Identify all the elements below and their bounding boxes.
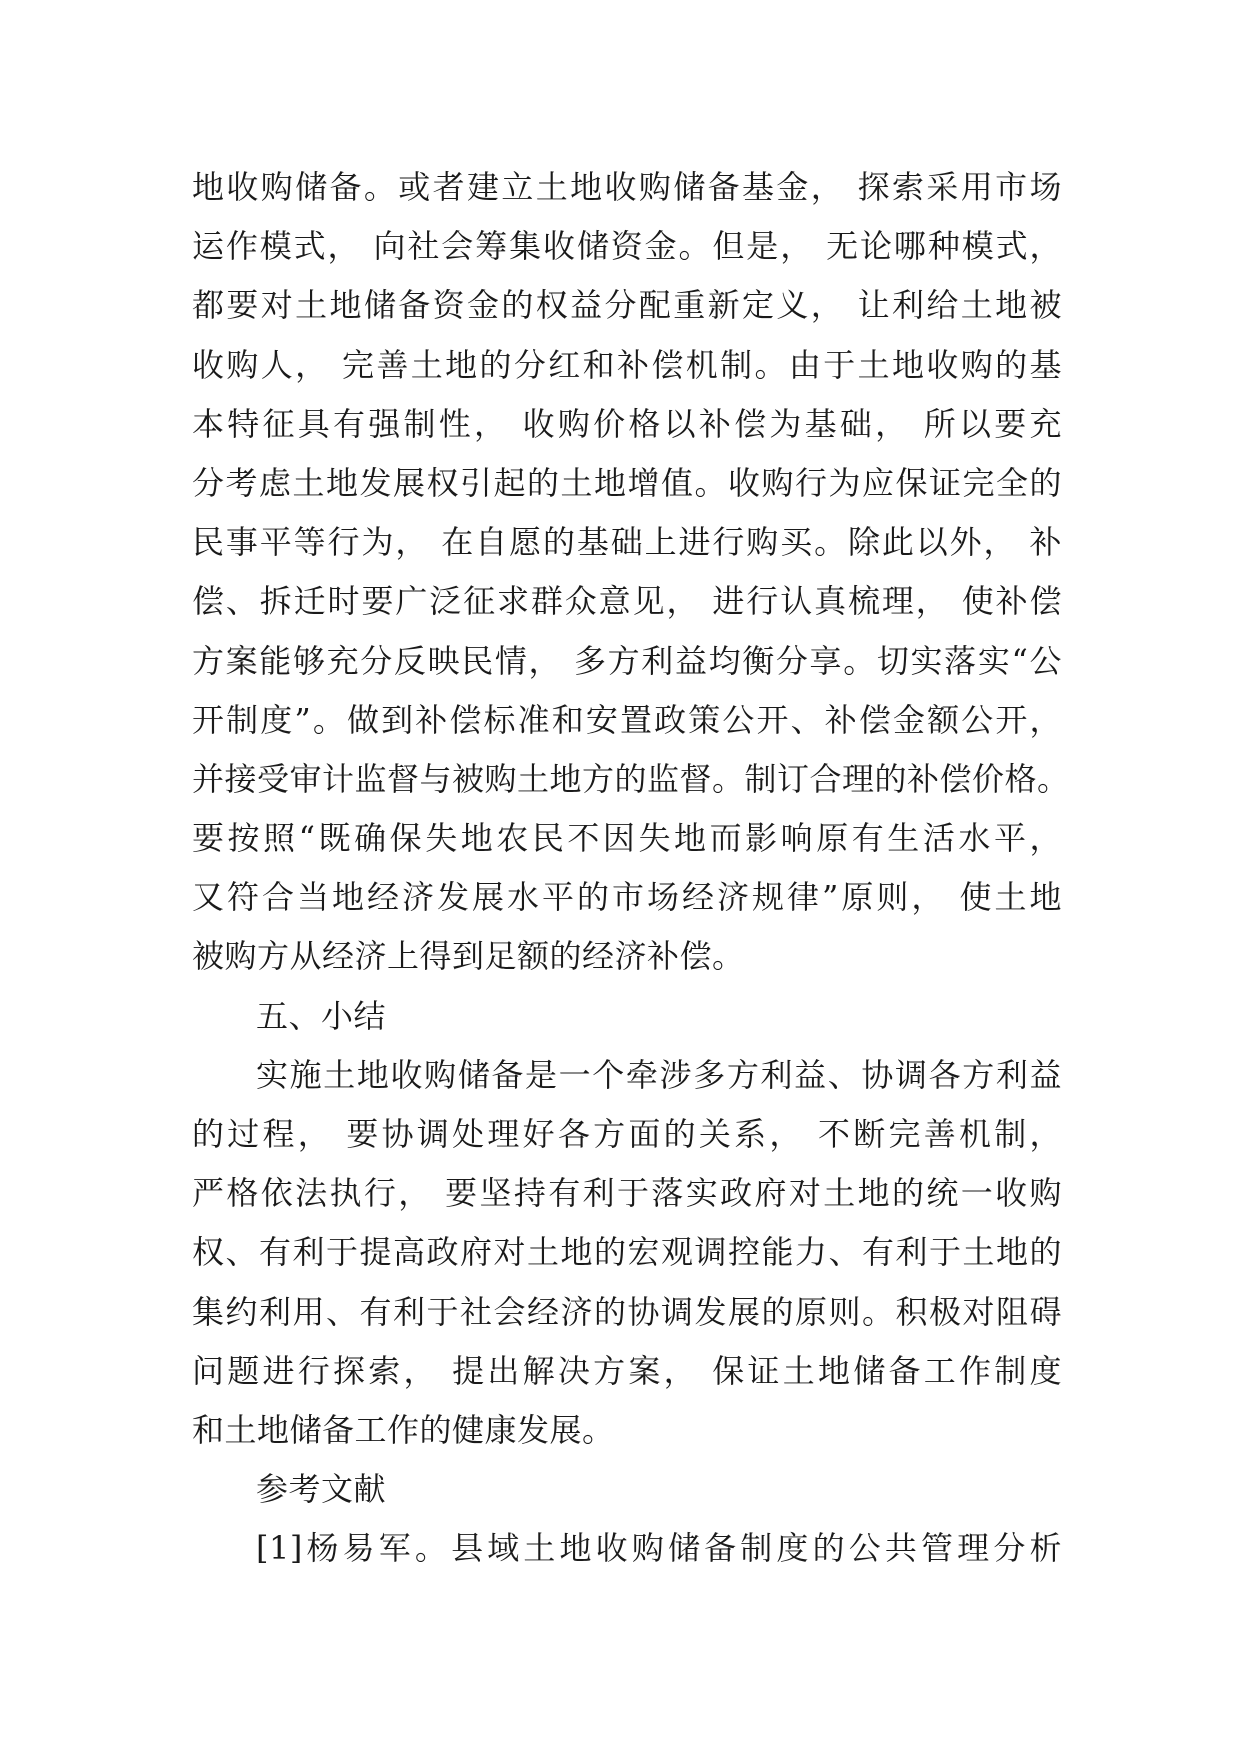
text-line: 要按照“既确保失地农民不因失地而影响原有生活水平， (192, 819, 1062, 858)
text-line: 问题进行探索， 提出解决方案， 保证土地储备工作制度 (192, 1351, 1062, 1390)
text-line: 开制度”。做到补偿标准和安置政策公开、补偿金额公开， (192, 700, 1062, 739)
text-line: 偿、拆迁时要广泛征求群众意见， 进行认真梳理， 使补偿 (192, 582, 1062, 621)
section-heading: 五、小结 (256, 996, 387, 1035)
references-heading: 参考文献 (256, 1470, 387, 1509)
text-line: 的过程， 要协调处理好各方面的关系， 不断完善机制， (192, 1115, 1062, 1153)
text-line: 实施土地收购储备是一个牵涉多方利益、协调各方利益 (256, 1055, 1062, 1094)
text-line: 集约利用、有利于社会经济的协调发展的原则。积极对阻碍 (192, 1292, 1062, 1331)
text-line: 分考虑土地发展权引起的土地增值。收购行为应保证完全的 (192, 463, 1062, 502)
text-line: 收购人， 完善土地的分红和补偿机制。由于土地收购的基 (192, 345, 1062, 384)
text-line: 运作模式， 向社会筹集收储资金。但是， 无论哪种模式， (192, 227, 1062, 266)
text-line: 严格依法执行， 要坚持有利于落实政府对土地的统一收购 (192, 1174, 1062, 1213)
text-line: 方案能够充分反映民情， 多方利益均衡分享。切实落实“公 (192, 641, 1062, 680)
text-line: 民事平等行为， 在自愿的基础上进行购买。除此以外， 补 (192, 523, 1062, 562)
text-line: 地收购储备。或者建立土地收购储备基金， 探索采用市场 (192, 168, 1062, 206)
text-line: 并接受审计监督与被购土地方的监督。制订合理的补偿价格。 (192, 759, 1070, 798)
reference-item: [1]杨易军。县域土地收购储备制度的公共管理分析 (256, 1529, 1062, 1568)
body-text (192, 158, 1070, 1579)
text-line: 被购方从经济上得到足额的经济补偿。 (192, 937, 745, 976)
text-line: 都要对土地储备资金的权益分配重新定义， 让利给土地被 (192, 286, 1062, 325)
text-line: 又符合当地经济发展水平的市场经济规律”原则， 使土地 (192, 878, 1062, 917)
text-line: 权、有利于提高政府对土地的宏观调控能力、有利于土地的 (192, 1233, 1062, 1272)
text-line: 和土地储备工作的健康发展。 (192, 1410, 615, 1449)
text-line: 本特征具有强制性， 收购价格以补偿为基础， 所以要充 (192, 404, 1062, 443)
